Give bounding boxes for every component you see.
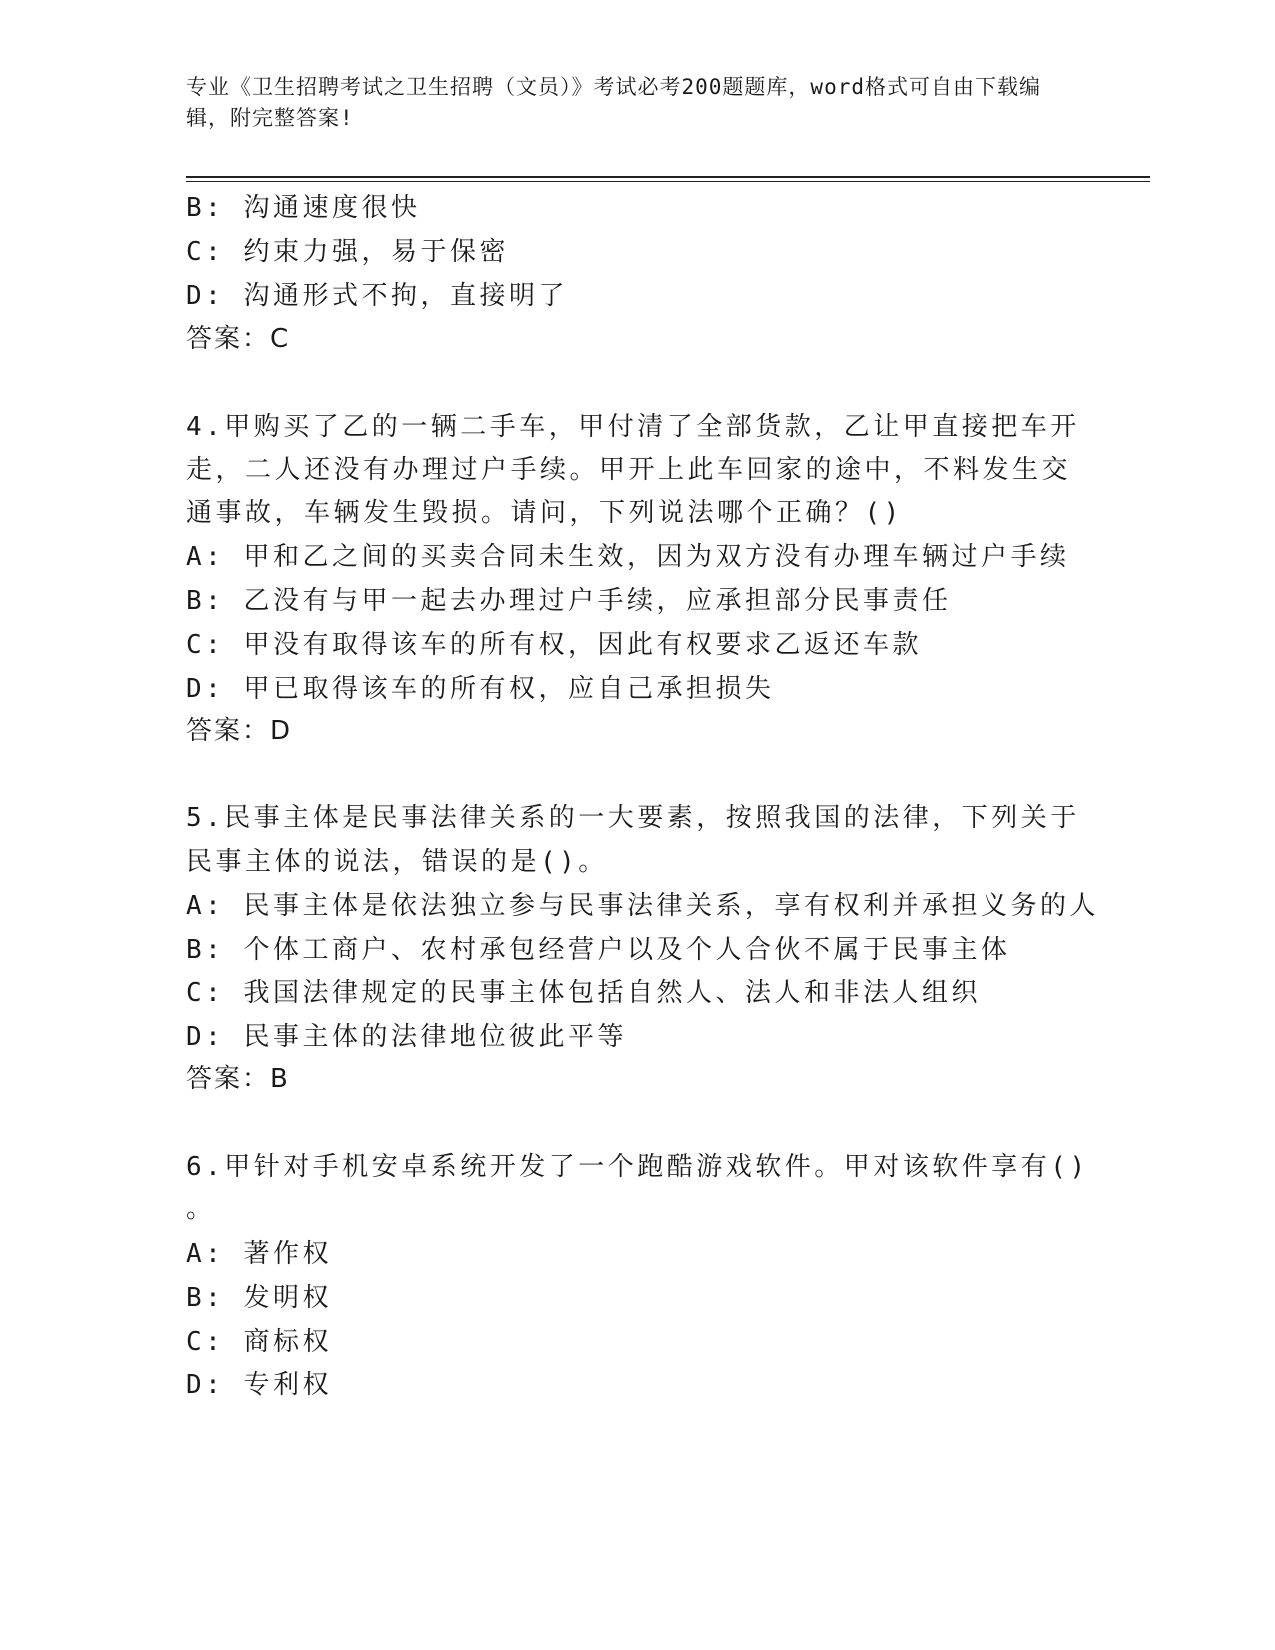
header-divider-thick <box>186 176 1150 178</box>
q5-option-a: A: 民事主体是依法独立参与民事法律关系，享有权利并承担义务的人 <box>186 891 1099 921</box>
q5-option-b: B: 个体工商户、农村承包经营户以及个人合伙不属于民事主体 <box>186 935 1011 965</box>
q5-stem-line-2: 民事主体的说法，错误的是()。 <box>186 847 608 877</box>
q5-answer <box>186 1062 289 1096</box>
q4-stem-line-3: 通事故，车辆发生毁损。请问，下列说法哪个正确？() <box>186 498 903 528</box>
q4-option-b: B: 乙没有与甲一起去办理过户手续，应承担部分民事责任 <box>186 586 952 616</box>
q6-stem-line-2: 。 <box>186 1194 216 1224</box>
answer-value: B <box>270 1064 289 1094</box>
q3-option-c: C: 约束力强，易于保密 <box>186 237 509 267</box>
q5-option-c: C: 我国法律规定的民事主体包括自然人、法人和非法人组织 <box>186 978 981 1008</box>
q4-answer <box>186 714 291 748</box>
q6-option-d: D: 专利权 <box>186 1370 332 1400</box>
q5-stem-line-1: 5.民事主体是民事法律关系的一大要素，按照我国的法律，下列关于 <box>186 803 1080 833</box>
q4-option-d: D: 甲已取得该车的所有权，应自己承担损失 <box>186 674 775 704</box>
q3-answer <box>186 322 289 356</box>
q6-option-a: A: 著作权 <box>186 1239 332 1269</box>
q6-option-b: B: 发明权 <box>186 1283 332 1313</box>
answer-label: 答案： <box>186 1064 271 1094</box>
q4-option-c: C: 甲没有取得该车的所有权，因此有权要求乙返还车款 <box>186 630 922 660</box>
q4-stem-line-1: 4.甲购买了乙的一辆二手车，甲付清了全部货款，乙让甲直接把车开 <box>186 412 1080 442</box>
q3-option-d: D: 沟通形式不拘，直接明了 <box>186 281 568 311</box>
answer-value: D <box>270 716 292 746</box>
q3-option-b: B: 沟通速度很快 <box>186 193 421 223</box>
q6-stem-line-1: 6.甲针对手机安卓系统开发了一个跑酷游戏软件。甲对该软件享有() <box>186 1152 1089 1182</box>
answer-label: 答案： <box>186 716 271 746</box>
answer-value: C <box>270 324 290 354</box>
header-divider-thin <box>186 181 1150 182</box>
answer-label: 答案： <box>186 324 271 354</box>
q6-option-c: C: 商标权 <box>186 1327 332 1357</box>
document-header: 专业《卫生招聘考试之卫生招聘（文员）》考试必考200题题库，word格式可自由下载编辑，附完整答案! <box>186 75 1041 130</box>
q4-stem-line-2: 走，二人还没有办理过户手续。甲开上此车回家的途中，不料发生交 <box>186 455 1072 485</box>
q4-option-a: A: 甲和乙之间的买卖合同未生效，因为双方没有办理车辆过户手续 <box>186 542 1070 572</box>
q5-option-d: D: 民事主体的法律地位彼此平等 <box>186 1022 627 1052</box>
